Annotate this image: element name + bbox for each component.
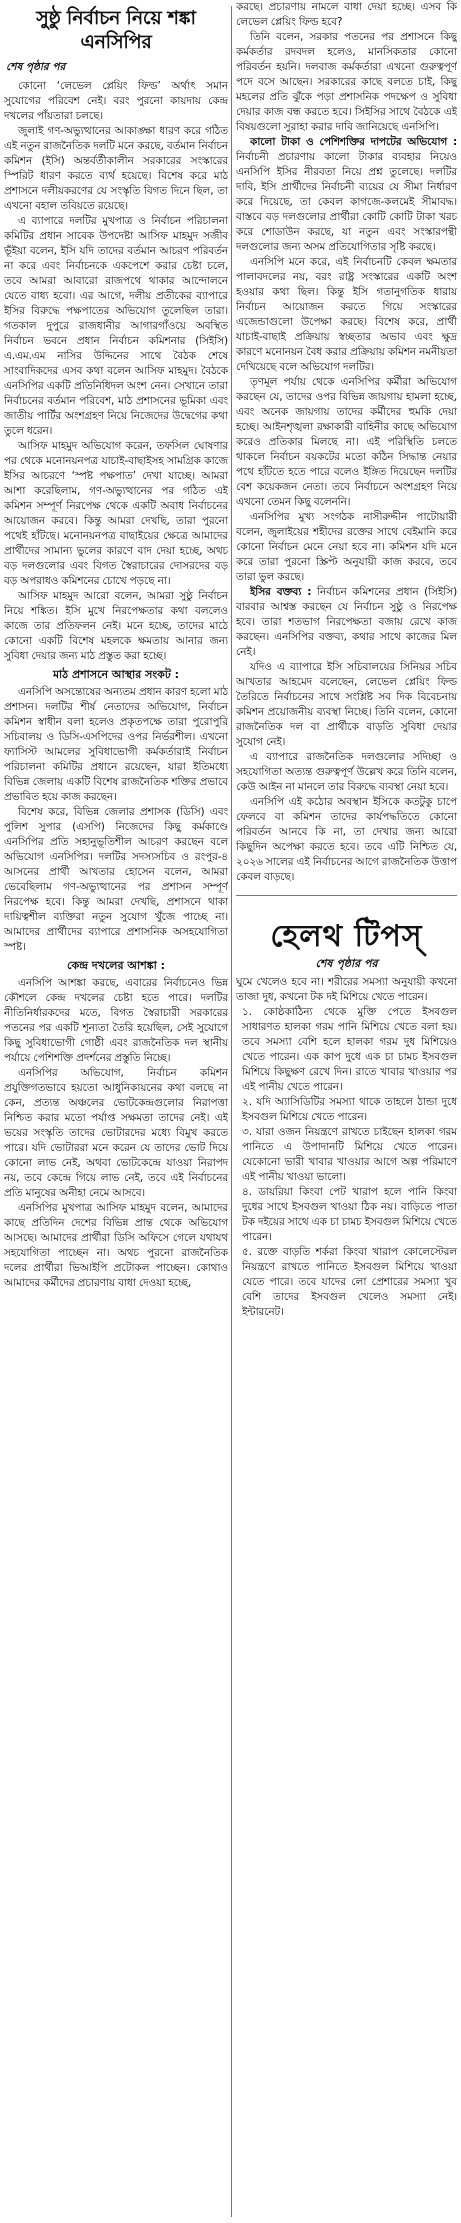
article-paragraph: এনসিপি এই কঠোর অবস্থান ইসিকে কতটুকু চাপে ফেলবে বা কমিশন তাদের কার্যপদ্ধতিতে কোনো পরিবর্তন আনবে কি না, তা দেখার জন্য আরো কিছুদিন অপেক্ষা করতে হবে। তবে এটি নিশ্চিত যে, ২০২৬ সালের এই নির্বাচনের আগে রাজনৈতিক উত্তাপ কেবল বাড়ছে। <box>236 796 457 883</box>
article-paragraph: আসিফ মাহমুদ অভিযোগ করেন, তফসিল ঘোষণার পর থেকে মনোনয়নপত্র যাচাই-বাছাইসহ সামগ্রিক কাজে ইসির আচরণে ‘স্পষ্ট পক্ষপাত’ দেখা যাচ্ছে। আমরা আশা করেছিলাম, গণ-অভ্যুত্থানের পর গঠিত এই কমিশন সম্পূর্ণ নিরপেক্ষ থেকে একটি অবাধ নির্বাচনের আয়োজন করবে। কিন্তু আমরা দেখছি, তারা পুরনো পথেই হাঁটছে। মনোনয়নপত্র বাছাইয়ের ক্ষেত্রে আমাদের প্রার্থীদের সামান্য ভুলের কারণে বাদ দেয়া হচ্ছে, অথচ বড় দলগুলোর এবং বিগত স্বৈরাচারের দোসরদের বড় বড় অপরাধও কমিশনের চোখে পড়ছে না। <box>4 440 228 587</box>
article-paragraph: এ ব্যাপারে রাজনৈতিক দলগুলোর সদিচ্ছা ও সহযোগিতা অত্যন্ত গুরুত্বপূর্ণ উল্লেখ করে তিনি বলেন, কেউ আইন না মানলে তার বিরুদ্ধে ব্যবস্থা নেয়া হবে। <box>236 751 457 793</box>
health-tip: ২. যদি অ্যাসিডিটির সমস্যা থাকে তাহলে ঠান্ডা দুধে ইসবগুল মিশিয়ে খেতে পারেন। <box>242 1096 457 1123</box>
article-paragraph: আসিফ মাহমুদ আরো বলেন, আমরা সুষ্ঠু নির্বাচন নিয়ে শঙ্কিত। ইসি মুখে নিরপেক্ষতার কথা বললেও কাজে তার প্রতিফলন নেই। মনে হচ্ছে, তাদের মাঠে কোনো একটি বিশেষ মহলকে ক্ষমতায় আনার জন্য সুবিধা দেয়ার জন্য মাঠ প্রস্তুত করা হচ্ছে। <box>4 590 228 662</box>
health-tip: ৪. ডায়রিয়া কিংবা পেট খারাপ হলে পানি কিংবা দুধের সাথে ইসবগুল খাওয়া ঠিক নয়। বাড়িতে পাতা টক দইয়ের সাথে এক চা চামচ ইসবগুল মিশিয়ে খেতে পারেন। <box>242 1186 457 1243</box>
section-separator <box>236 895 457 896</box>
article-headline: সুষ্ঠু নির্বাচন নিয়ে শঙ্কা এনসিপির <box>36 7 196 53</box>
article-paragraph-ec <box>236 585 457 660</box>
subheading-center-capture: কেন্দ্র দখলের আশঙ্কা : <box>66 959 166 972</box>
continued-label: শেষ পৃষ্ঠার পর <box>6 61 66 73</box>
subheading-black-money: কালো টাকা ও পেশিশক্তির দাপটের অভিযোগ : <box>250 136 457 148</box>
right-column <box>236 0 457 2223</box>
article-paragraph: কোনো ‘লেভেল প্লেয়িং ফিল্ড’ অর্থাৎ সমান সুযোগের পরিবেশ নেই। বরং পুরনো কায়দায় কেন্দ্র দখলের পাঁয়তারা চলছে। <box>4 80 228 122</box>
article-paragraph: করছে। প্রচারণায় নামলে বাধা দেয়া হচ্ছে। এসব কি লেভেল প্লেয়িং ফিল্ড হবে? <box>236 1 457 28</box>
health-continued-label: শেষ পৃষ্ঠার পর <box>315 957 378 970</box>
health-tip: ১. কোষ্ঠকাঠিন্য থেকে মুক্তি পেতে ইসবগুল সাধারণত হালকা গরম পানি মিশিয়ে খেতে বলা হয়। তবে সমস্যা বেশি হলে হালকা গরম দুধ মিশিয়েও খেতে পারেন। এক কাপ দুধে এক চা চামচ ইসবগুল মিশিয়ে কিছুক্ষণ রেখে দিন। রাতে খাবার খাওয়ার পর এই পানীয় খেতে পারেন। <box>242 1006 457 1093</box>
article-paragraph: এনসিপির মুখ্য সংগঠক নাসীরুদ্দীন পাটোয়ারী বলেন, জুলাইয়ের শহীদের রক্তের সাথে বেইমানি করে কোনো নির্বাচন মেনে নেয়া হবে না। কমিশন যদি মনে করে তারা পুরনো স্ক্রিপ্ট অনুযায়ী কাজ করবে, তবে তারা ভুল করছে। <box>236 511 457 583</box>
article-paragraph: এনসিপির অভিযোগ, নির্বাচন কমিশন প্রযুক্তিগতভাবে হয়তো আধুনিকায়নের কথা বলছে না কেন, প্রত্যন্ত অঞ্চলের ভোটকেন্দ্রগুলোর নিরাপত্তা নিশ্চিত করার মতো পর্যাপ্ত সক্ষমতা তাদের নেই। এই ভয়ের সংস্কৃতি তাদের ভোটারদের মধ্যে বিমুখ করতে পারে। যদি ভোটাররা মনে করেন যে তাদের ভোট দিয়ে কোনো লাভ নেই, অথবা ভোটকেন্দ্রে যাওয়া নিরাপদ নয়, তবে কেন্দ্রে গিয়ে লাভ নেই, তবে এই নির্বাচনের প্রতি মানুষের অনীহা নেমে আসবে। <box>4 1067 228 1199</box>
article-paragraph: তিনি বলেন, সরকার পতনের পর প্রশাসনে কিছু কর্মকর্তার রদবদল হলেও, মানসিকতার কোনো পরিবর্তন হয়নি। দলবাজ কর্মকর্তারা এখনো গুরুত্বপূর্ণ পদে বসে আছেন। সরকারের কাছে বলতে চাই, কিছু মহলের প্রতি ঝুঁকে পড়া প্রশাসনিক পদক্ষেপ ও সুবিধা দেয়ার কাজ বন্ধ করতে হবে। সিইসির সাথে বৈঠকে এই বিষয়গুলো সুরাহা করার দাবি জানিয়েছে এনসিপি। <box>236 31 457 133</box>
article-paragraph: এনসিপির মুখপাত্র আসিফ মাহমুদ বলেন, আমাদের কাছে প্রতিদিন দেশের বিভিন্ন প্রান্ত থেকে অভিযোগ আসছে। আমাদের প্রার্থীরা ডিসি অফিসে গেলে যথাযথ সহযোগিতা পাচ্ছেন না। অথচ পুরনো রাজনৈতিক দলের প্রার্থীরা ভিআইপি প্রটোকল পাচ্ছেন। কোথাও আমাদের কর্মীদের প্রচারণায় বাধা দেওয়া হচ্ছে, <box>4 1202 228 1289</box>
article-paragraph: বিশেষ করে, বিভিন্ন জেলার প্রশাসক (ডিসি) এবং পুলিশ সুপার (এসপি) নিজেদের কিছু কর্মকাণ্ডে এনসিপির প্রতি সহানুভূতিশীল আচরণ করছেন বলে অভিযোগ এনসিপির। দলটির সদস্যসচিব ও রংপুর-৪ আসনের প্রার্থী আখতার হোসেন বলেন, আমরা ভেবেছিলাম গণ-অভ্যুত্থানের পর প্রশাসন সম্পূর্ণ নিরপেক্ষ হবে। কিন্তু আমরা দেখছি, প্রশাসনে থাকা দায়িত্বশীল ব্যক্তিরা নতুন সুযোগ খুঁজে পাচ্ছে না। আমাদের প্রার্থীদের ব্যাপারে প্রশাসনিক অসহযোগিতা স্পষ্ট। <box>4 806 228 953</box>
article-paragraph: এনসিপি আশঙ্কা করছে, এবারের নির্বাচনেও ভিন্ন কৌশলে কেন্দ্র দখলের চেষ্টা হতে পারে। দলটির নীতিনির্ধারকদের মতে, বিগত স্বৈরাচারী সরকারের পতনের পর একটি শূন্যতা তৈরি হয়েছিল, সেই সুযোগে কিছু সুবিধাভোগী গোষ্ঠী এবং রাজনৈতিক দল স্থানীয় পর্যায়ে পেশিশক্তি প্রদর্শনের প্রস্তুতি নিচ্ছে। <box>4 977 228 1064</box>
article-paragraph: এনসিপি মনে করে, এই নির্বাচনটি কেবল ক্ষমতার পালাবদলের নয়, বরং রাষ্ট্র সংস্কারের একটি অংশ হওয়ার কথা ছিল। কিন্তু ইসি গতানুগতিক ধারায় নির্বাচন আয়োজন করতে গিয়ে সংস্কারের এজেন্ডাগুলো উপেক্ষা করছে। বিশেষ করে, প্রার্থী যাচাই-বাছাই প্রক্রিয়ায় স্বচ্ছতার অভাব এবং ক্ষুদ্র কারণে মনোনয়ন বৈধ করার প্রক্রিয়ায় কমিশন নমনীয়তা দেখিয়েছে বলে অভিযোগ দলটির। <box>236 256 457 373</box>
article-paragraph: জুলাই গণ-অভ্যুত্থানের আকাঙ্ক্ষা ধারণ করে গঠিত এই নতুন রাজনৈতিক দলটি মনে করছে, বর্তমান নির্বাচন কমিশন (ইসি) অন্তর্বর্তীকালীন সরকারের সংস্কারের স্পিরিট ধারণ করতে ব্যর্থ হয়েছে। বিশেষ করে মাঠ প্রশাসনে দলীয়করণের যে সংস্কৃতি বিগত দিনে ছিল, তা এখনো বহাল তবিয়তে রয়েছে। <box>4 125 228 212</box>
article-paragraph: এনসিপি অসন্তোষের অন্যতম প্রধান কারণ হলো মাঠ প্রশাসন। দলটির শীর্ষ নেতাদের অভিযোগ, নির্বাচন কমিশন স্বাধীন বলা হলেও প্রকৃতপক্ষে তারা পুরোপুরি সচিবালয় ও ডিসি-এসপিদের ওপর নির্ভরশীল। এখনো ফ্যাসিস্ট আমলের সুবিধাভোগী কর্মকর্তারাই নির্বাচন পরিচালনা কমিটির প্রধানে রয়েছেন, যারা ইতিমধ্যে বিভিন্ন জেলায় একটি বিশেষ রাজনৈতিক শক্তির প্রভাবে প্রভাবিত হয়ে কাজ করছেন। <box>4 686 228 803</box>
subheading-field-admin: মাঠ প্রশাসনে আস্থার সংকট : <box>52 668 180 681</box>
health-tip: ৫. রক্তে বাড়তি শর্করা কিংবা খারাপ কোলেস্টেরল নিয়ন্ত্রণে রাখতে পানিতে ইসবগুল মিশিয়ে খাওয়া যেতে পারে। তবে যাদের লো প্রেশারের সমস্যা খুব বেশি তাদের ইসবগুল খেলেও সমস্যা নেই। ইন্টারনেট। <box>242 1246 457 1318</box>
column-divider <box>231 6 232 2217</box>
left-column <box>4 0 228 2223</box>
article-paragraph: যদিও এ ব্যাপারে ইসি সচিবালয়ের সিনিয়র সচিব আখতার আহমেদ বলেছেন, লেভেল প্লেয়িং ফিল্ড তৈরিতে নির্বাচনের সাথে সংশ্লিষ্ট সব দিক বিবেচনায় কমিশন প্রয়োজনীয় ব্যবস্থা নিচ্ছে। তিনি বলেন, কোনো রাজনৈতিক দল বা প্রার্থীকে বাড়তি সুবিধা দেয়ার সুযোগ নেই। <box>236 661 457 748</box>
article-paragraph-money <box>236 135 457 255</box>
article-paragraph: তৃণমূল পর্যায় থেকে এনসিপির কর্মীরা অভিযোগ করছেন যে, তাদের ওপর বিভিন্ন জায়গায় হামলা হচ্ছে, এবং অনেক জায়গায় তাদের কর্মীদের হুমকি দেয়া হচ্ছে। আইনশৃঙ্খলা রক্ষাকারী বাহিনীর কাছে অভিযোগ করেও প্রতিকার মিলছে না। এই পরিস্থিতি চলতে থাকলে নির্বাচন বয়কটের মতো কঠিন সিদ্ধান্ত নেয়ার পথে হাঁটতে হতে পারে বলেও ইঙ্গিত দিয়েছেন দলটির বেশ কয়েকজন নেতা। তবে নির্বাচনে অংশগ্রহণ নিয়ে এখনো তেমন কিছু বলেননি। <box>236 376 457 508</box>
paragraph-text: নির্বাচন কমিশনের প্রধান (সিইসি) বারবার আশ্বস্ত করছেন যে নির্বাচন সুষ্ঠু ও নিরপেক্ষ হবে। তারা শতভাগ নিরপেক্ষতা বজায় রেখে কাজ করছেন। এনসিপির বক্তব্য, কথার সাথে কাজের মিল নেই। <box>236 586 457 658</box>
health-tips-headline: হেলথ টিপস্ <box>270 919 423 954</box>
health-tip: ৩. যারা ওজন নিয়ন্ত্রণে রাখতে চাইছেন হালকা গরম পানিতে এ উপাদানটি মিশিয়ে খেতে পারেন। যেকোনো ভারী খাবার খাওয়ার আগে অল্প পরিমাণে এই পানীয় খাওয়া ভালো। <box>242 1126 457 1183</box>
subheading-ec-statement: ইসির বক্তব্য : <box>250 586 312 598</box>
paragraph-text: নির্বাচনী প্রচারণায় কালো টাকার ব্যবহার নিয়েও এনসিপি ইসির নীরবতা নিয়ে প্রশ্ন তুলেছে। দলটির দাবি, ইসি প্রার্থীদের নির্বাচনী ব্যয়ের যে সীমা নির্ধারণ করে দিয়েছে, তা কেবল কাগজে-কলমেই সীমাবদ্ধ। বাস্তবে বড় দলগুলোর প্রার্থীরা কোটি কোটি টাকা খরচ করে শোডাউন করছে, যা নতুন এবং সংস্কারপন্থী দলগুলোর জন্য অসম প্রতিযোগিতার সৃষ্টি করছে। <box>236 151 457 253</box>
article-paragraph: এ ব্যাপারে দলটির মুখপাত্র ও নির্বাচন পরিচালনা কমিটির প্রধান সাবেক উপদেষ্টা আসিফ মাহমুদ সজীব ভূঁইয়া বলেন, ইসি যদি তাদের বর্তমান আচরণ পরিবর্তন না করে এবং নির্বাচনকে একপেশে করার চেষ্টা চলে, তবে আমরা আবারো রাজপথে থাকার আন্দোলনে যেতে বাধ্য হবো। এর আগে, দলীয় প্রতীকের ব্যাপারে ইসির বিরুদ্ধে পক্ষপাতের অভিযোগ তুলেছিল তারা। গতকাল দুপুরে রাজধানীর আগারগাঁওয়ে অবস্থিত নির্বাচন ভবনে প্রধান নির্বাচন কমিশনার (সিইসি) এ.এম.এম নাসির উদ্দিনের সাথে বৈঠক শেষে সাংবাদিকদের এসব কথা বলেন আসিফ মাহমুদ। বৈঠকে এনসিপির একটি প্রতিনিধিদল অংশ নেন। সেখানে তারা নির্বাচনের বর্তমান পরিবেশ, মাঠ প্রশাসনের ভূমিকা এবং জাতীয় পার্টির অংশগ্রহণ নিয়ে নিজেদের উদ্বেগের কথা তুলে ধরেন। <box>4 215 228 437</box>
health-intro: ঘুমে খেলেও হবে না। শরীরের সমস্যা অনুযায়ী কখনো তাজা দুধ, কখনো টক দই মিশিয়ে খেতে পারেন। <box>236 976 457 1003</box>
